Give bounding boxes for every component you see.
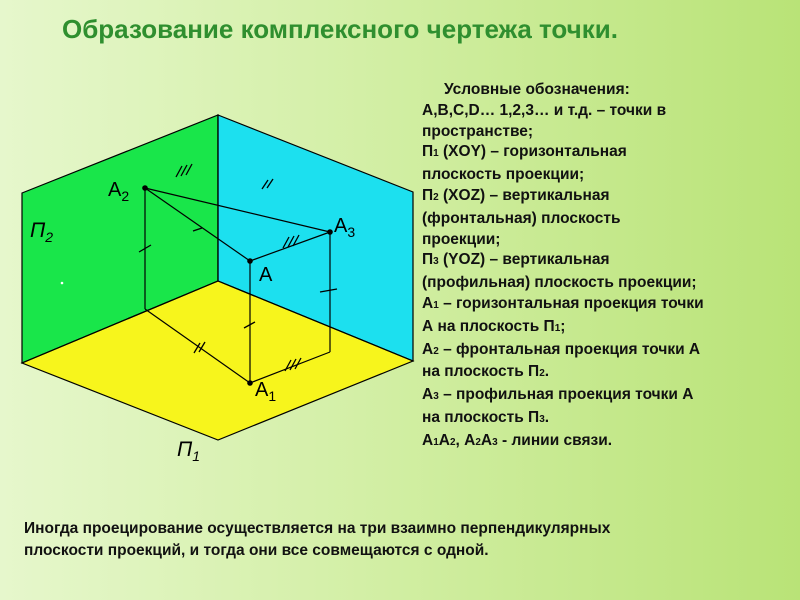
label-plane2: $П_2$ — [30, 219, 54, 245]
legend-line-8: П3 (YOZ) – вертикальная — [422, 251, 610, 269]
point-a — [247, 258, 253, 264]
legend-line-5: П2 (XOZ) – вертикальная — [422, 186, 610, 204]
legend-line-15: на плоскость П3. — [422, 408, 550, 426]
footer-line-2: плоскости проекций, и тогда они все совмещаются с одной. — [24, 542, 489, 559]
label-a1: $A_1$ — [255, 379, 277, 404]
legend-line-11: А на плоскость П1; — [422, 317, 566, 335]
legend — [422, 80, 797, 454]
footer-line-1: Иногда проецирование осуществляется на три взаимно перпендикулярных — [24, 520, 611, 537]
footer-note — [24, 518, 784, 562]
point-a3 — [327, 229, 333, 235]
label-a2: $A_2$ — [108, 179, 130, 204]
legend-line-9: (профильная) плоскость проекции; — [422, 274, 697, 292]
point-a2 — [142, 185, 148, 191]
legend-line-7: проекции; — [422, 230, 501, 248]
label-plane1: $П_1$ — [177, 438, 201, 464]
point-a1 — [247, 380, 253, 386]
legend-line-2: пространстве; — [422, 122, 534, 140]
legend-line-12: А2 – фронтальная проекция точки А — [422, 340, 701, 358]
title-text: Образование комплексного чертежа точки — [62, 14, 611, 44]
legend-line-10: А1 – горизонтальная проекция точки — [422, 294, 704, 312]
legend-line-3: П1 (XOY) – горизонтальная — [422, 143, 627, 161]
small-dot — [61, 282, 64, 285]
legend-line-14: А3 – профильная проекция точки А — [422, 386, 694, 404]
label-a: A — [259, 264, 273, 286]
title-period: . — [610, 14, 618, 44]
legend-heading: Условные обозначения: — [444, 81, 630, 98]
legend-line-4: плоскость проекции; — [422, 166, 585, 184]
legend-line-1: А,В,С,D… 1,2,3… и т.д. – точки в — [422, 101, 667, 119]
legend-line-6: (фронтальная) плоскость — [422, 209, 621, 227]
legend-line-16: А1А2, А2А3 - линии связи. — [422, 431, 613, 449]
legend-line-13: на плоскость П2. — [422, 363, 550, 381]
label-a3: $A_3$ — [334, 215, 356, 240]
